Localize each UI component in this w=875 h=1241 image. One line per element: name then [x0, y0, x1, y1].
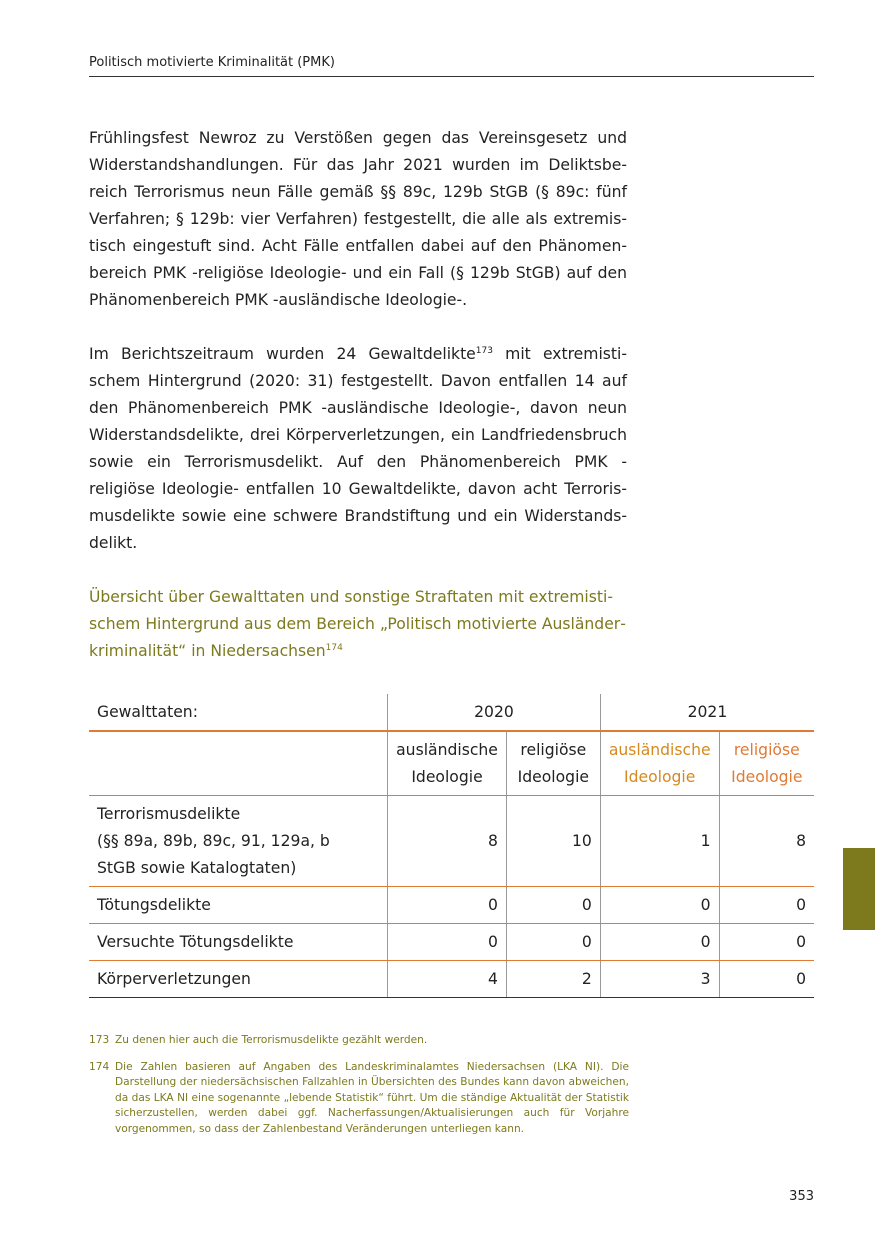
footnote-text: Die Zahlen basieren auf Angaben des Landeskriminalamtes Niedersachsen (LKA NI). Die Darstellung der niedersächsischen Fallzahlen in Übersichten des Bundes kann davon abweichen, da das LKA NI eine sogenannte „lebende Statistik“ führt. Um die ständige Aktualität der Statistik sicherzustellen, werden dabei ggf. Nacherfassungen/Aktualisierungen auch für Vorjahre vorgenommen, so dass der Zahlenbestand Veränderungen unterliegen kann. [115, 1060, 629, 1135]
subheader-2020-auslaendisch: ausländische Ideologie [388, 731, 507, 796]
table-heading [89, 584, 629, 665]
table-subheader-row [89, 731, 814, 796]
value-cell: 1 [600, 796, 719, 887]
value-cell: 0 [506, 887, 600, 924]
value-cell: 4 [388, 961, 507, 998]
table-year-row [89, 694, 814, 731]
body-paragraph-2 [89, 341, 627, 557]
running-header [89, 55, 814, 77]
value-cell: 0 [388, 887, 507, 924]
value-cell: 8 [719, 796, 814, 887]
paragraph-2-start: Im Berichtszeitraum wurden 24 Gewaltdelikte [89, 345, 476, 363]
subheader-2020-religioes: religiöse Ideologie [506, 731, 600, 796]
footnote-ref-173: 173 [475, 346, 493, 356]
table-row [89, 924, 814, 961]
footnote-174 [89, 1060, 629, 1138]
value-cell: 0 [600, 924, 719, 961]
paragraph-2-rest: mit extremistischem Hintergrund (2020: 31) festgestellt. Davon entfallen 14 auf den Phänomenbereich PMK -ausländische Ideologie-, davon neun Widerstandsdelikte, drei Körperverletzungen, ein Landfriedensbruch sowie ein Terrorismusdelikt. Auf den Phänomenbereich PMK -religiöse Ideologie- entfallen 10 Gewaltdelikte, davon acht Terrorismusdelikte sowie eine schwere Brandstiftung und ein Widerstandsdelikt. [89, 345, 627, 552]
body-paragraph-1: Frühlingsfest Newroz zu Verstößen gegen das Vereinsgesetz und Widerstandshandlungen. Für das Jahr 2021 wurden im Deliktsbereich Terrorismus neun Fälle gemäß §§ 89c, 129b StGB (§ 89c: fünf Verfahren; § 129b: vier Verfahren) festgestellt, die alle als extremistisch eingestuft sind. Acht Fälle entfallen dabei auf den Phänomenbereich PMK -religiöse Ideologie- und ein Fall (§ 129b StGB) auf den Phänomenbereich PMK -ausländische Ideologie-. [89, 129, 627, 309]
value-cell: 8 [388, 796, 507, 887]
page-number: 353 [789, 1189, 814, 1204]
footnotes [89, 1033, 629, 1149]
value-cell: 0 [719, 924, 814, 961]
corner-label: Gewalttaten: [89, 694, 388, 731]
row-label-versuchte-toetungsdelikte: Versuchte Tötungsdelikte [89, 924, 388, 961]
row-label-koerperverletzungen: Körperverletzungen [89, 961, 388, 998]
subheader-2021-religioes: religiöse Ideologie [719, 731, 814, 796]
statistics-table [89, 694, 814, 998]
value-cell: 0 [506, 924, 600, 961]
table-heading-text: Übersicht über Gewalttaten und sonstige Straftaten mit extremistischem Hintergrund aus dem Bereich „Politisch motivierte Ausländerkriminalität“ in Niedersachsen [89, 588, 626, 660]
footnote-number: 174 [89, 1060, 110, 1073]
value-cell: 3 [600, 961, 719, 998]
year-2020-header: 2020 [388, 694, 601, 731]
value-cell: 0 [719, 961, 814, 998]
chapter-tab-marker [843, 848, 875, 930]
table-row [89, 796, 814, 887]
footnote-173 [89, 1033, 629, 1049]
footnote-ref-174: 174 [325, 643, 343, 653]
footnote-number: 173 [89, 1034, 110, 1046]
subheader-empty [89, 731, 388, 796]
value-cell: 0 [388, 924, 507, 961]
row-label-terrorismusdelikte: Terrorismusdelikte (§§ 89a, 89b, 89c, 91, 129a, b StGB sowie Katalogtaten) [89, 796, 388, 887]
value-cell: 2 [506, 961, 600, 998]
running-title: Politisch motivierte Kriminalität (PMK) [89, 55, 335, 70]
value-cell: 10 [506, 796, 600, 887]
table-row [89, 887, 814, 924]
footnote-text: Zu denen hier auch die Terrorismusdelikte gezählt werden. [115, 1034, 428, 1046]
value-cell: 0 [719, 887, 814, 924]
row-label-toetungsdelikte: Tötungsdelikte [89, 887, 388, 924]
table-row [89, 961, 814, 998]
year-2021-header: 2021 [600, 694, 814, 731]
subheader-2021-auslaendisch: ausländische Ideologie [600, 731, 719, 796]
value-cell: 0 [600, 887, 719, 924]
